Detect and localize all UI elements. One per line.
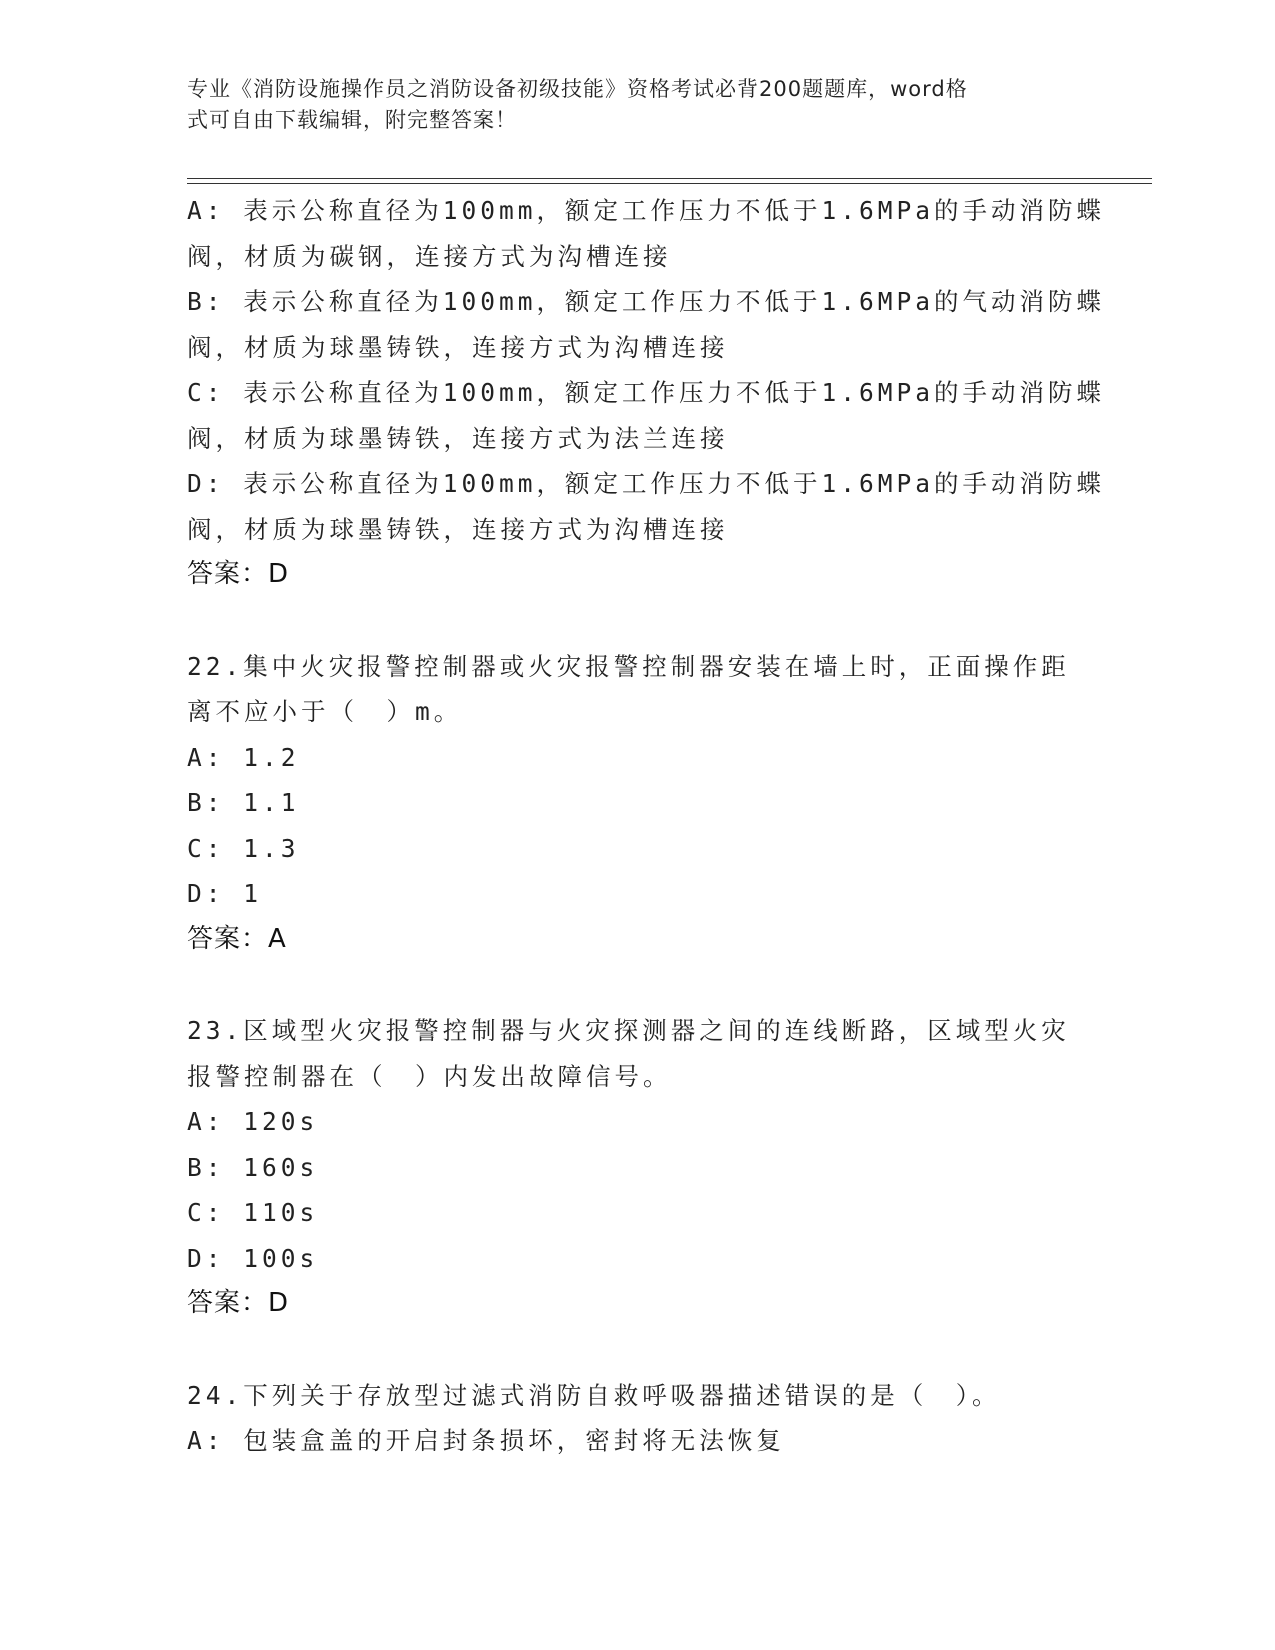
answer-23: 答案：D — [187, 1288, 290, 1318]
option-a: A: 包装盒盖的开启封条损坏，密封将无法恢复 — [187, 1426, 785, 1455]
option-c-line-1: C: 表示公称直径为100mm，额定工作压力不低于1.6MPa的手动消防蝶 — [187, 378, 1106, 407]
header-divider-top — [187, 178, 1152, 179]
option-b-line-1: B: 表示公称直径为100mm，额定工作压力不低于1.6MPa的气动消防蝶 — [187, 287, 1106, 316]
question-23-text-line-1: 23.区域型火灾报警控制器与火灾探测器之间的连线断路，区域型火灾 — [187, 1016, 1070, 1045]
spacer — [187, 962, 1087, 1008]
option-b-line-2: 阀，材质为球墨铸铁，连接方式为沟槽连接 — [187, 332, 729, 362]
spacer — [187, 598, 1087, 644]
question-24-text: 24.下列关于存放型过滤式消防自救呼吸器描述错误的是（ ）。 — [187, 1380, 1001, 1410]
option-c: C: 1.3 — [187, 833, 300, 863]
header-divider-bottom — [187, 183, 1152, 184]
document-header — [187, 74, 1087, 136]
question-21-options — [187, 188, 1106, 598]
question-24 — [187, 1373, 1087, 1464]
answer-21: 答案：D — [187, 559, 290, 589]
spacer — [187, 1327, 1087, 1373]
question-content — [187, 188, 1106, 1464]
option-c: C: 110s — [187, 1198, 319, 1227]
question-22-text-line-1: 22.集中火灾报警控制器或火灾报警控制器安装在墙上时，正面操作距 — [187, 651, 1070, 681]
header-line-2: 式可自由下载编辑，附完整答案！ — [187, 108, 517, 132]
option-d: D: 100s — [187, 1243, 319, 1273]
question-22-text-line-2: 离不应小于（ ）m。 — [187, 697, 463, 726]
option-d-line-1: D: 表示公称直径为100mm，额定工作压力不低于1.6MPa的手动消防蝶 — [187, 469, 1106, 498]
option-b: B: 160s — [187, 1152, 319, 1182]
question-23-text-line-2: 报警控制器在（ ）内发出故障信号。 — [187, 1061, 672, 1091]
option-b: B: 1.1 — [187, 788, 300, 817]
answer-22: 答案：A — [187, 923, 287, 954]
header-line-1: 专业《消防设施操作员之消防设备初级技能》资格考试必背200题题库，word格 — [187, 77, 968, 101]
option-a-line-1: A: 表示公称直径为100mm，额定工作压力不低于1.6MPa的手动消防蝶 — [187, 196, 1106, 225]
option-d: D: 1 — [187, 879, 263, 908]
option-a: A: 120s — [187, 1107, 319, 1136]
option-d-line-2: 阀，材质为球墨铸铁，连接方式为沟槽连接 — [187, 514, 729, 544]
option-a: A: 1.2 — [187, 742, 300, 772]
option-a-line-2: 阀，材质为碳钢，连接方式为沟槽连接 — [187, 241, 672, 271]
option-c-line-2: 阀，材质为球墨铸铁，连接方式为法兰连接 — [187, 423, 729, 453]
question-23 — [187, 1008, 1087, 1327]
question-22 — [187, 644, 1087, 963]
